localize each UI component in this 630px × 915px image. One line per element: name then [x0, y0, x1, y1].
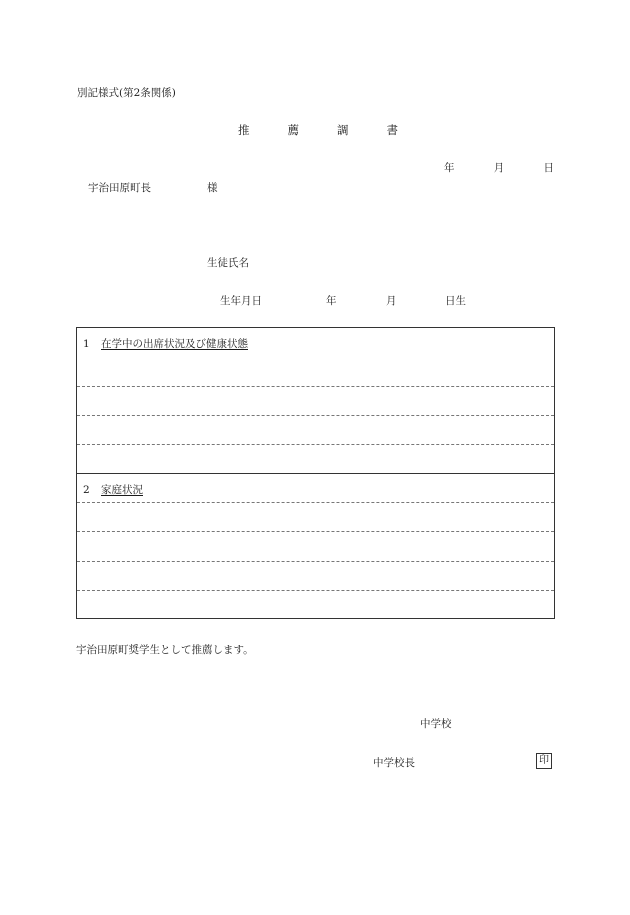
student-name-label: 生徒氏名 — [207, 257, 249, 269]
principal-label: 中学校長 — [373, 757, 415, 769]
entry-line[interactable] — [77, 415, 554, 416]
section-divider — [77, 473, 554, 474]
date-day-label: 日 — [543, 162, 554, 174]
section-1-heading — [83, 336, 248, 351]
title-char: 書 — [386, 123, 398, 137]
birth-month-label: 月 — [386, 295, 397, 307]
birth-year-label: 年 — [326, 295, 337, 307]
entry-line[interactable] — [77, 561, 554, 562]
record-table — [76, 327, 555, 619]
recommendation-statement: 宇治田原町奨学生として推薦します。 — [76, 644, 254, 656]
birth-day-label: 日生 — [445, 295, 466, 307]
entry-line[interactable] — [77, 386, 554, 387]
form-id-label: 別記様式(第2条関係) — [77, 87, 176, 99]
section-number: 2 — [83, 484, 90, 496]
addressee-name: 宇治田原町長 — [88, 182, 151, 194]
entry-line[interactable] — [77, 502, 554, 503]
section-2-heading — [83, 482, 143, 497]
date-month-label: 月 — [493, 162, 505, 174]
entry-line[interactable] — [77, 531, 554, 532]
date-year-label: 年 — [444, 162, 455, 174]
entry-line[interactable] — [77, 444, 554, 445]
section-title: 在学中の出席状況及び健康状態 — [101, 338, 248, 350]
title-char: 調 — [337, 123, 349, 137]
title-char: 薦 — [287, 123, 299, 137]
date-line — [444, 160, 554, 175]
section-title: 家庭状況 — [101, 484, 143, 496]
birth-date-label: 生年月日 — [220, 295, 262, 307]
document-title — [238, 122, 398, 138]
seal-stamp: 印 — [536, 753, 552, 769]
section-number: 1 — [83, 338, 90, 350]
title-char: 推 — [238, 123, 250, 137]
entry-line[interactable] — [77, 590, 554, 591]
school-name-label: 中学校 — [420, 718, 452, 730]
addressee-honorific: 様 — [207, 182, 218, 194]
